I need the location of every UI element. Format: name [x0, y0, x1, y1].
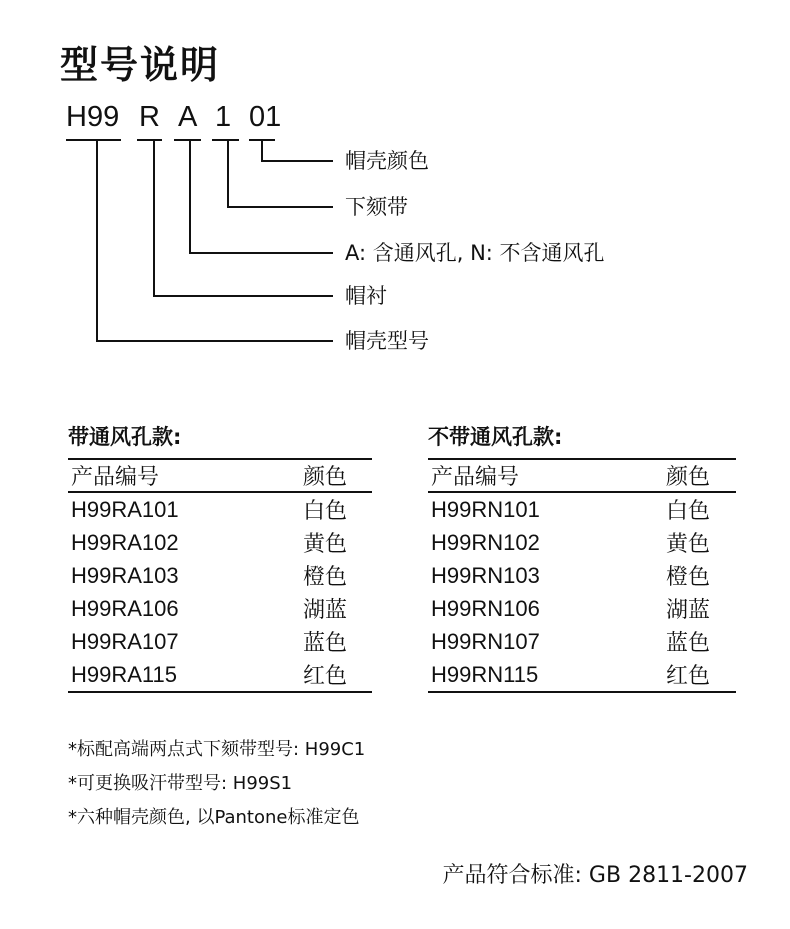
table-row [428, 592, 736, 625]
product-color: 红色 [302, 664, 347, 689]
product-code: H99RA115 [71, 661, 177, 687]
product-code: H99RA107 [71, 628, 179, 654]
product-code: H99RN107 [431, 628, 540, 654]
code-part-chinstrap: 1 [215, 101, 232, 133]
code-part-shell-model: H99 [66, 101, 120, 133]
legend-chinstrap: 下颏带 [345, 195, 408, 219]
table-row [68, 559, 372, 592]
note-sweatband: *可更换吸汗带型号: H99S1 [68, 773, 293, 794]
product-code: H99RN101 [431, 496, 540, 522]
product-color: 黄色 [302, 532, 347, 557]
connector-chinstrap [228, 140, 333, 207]
table-title-non-vented: 不带通风孔款: [428, 425, 563, 449]
standard-compliance: 产品符合标准: GB 2811-2007 [442, 863, 748, 888]
product-code: H99RA106 [71, 595, 179, 621]
connector-shell-model [97, 140, 333, 341]
table-title-vented: 带通风孔款: [68, 425, 182, 449]
legend-vent-option: A: 含通风孔, N: 不含通风孔 [345, 241, 605, 265]
table-row [428, 658, 736, 692]
product-code: H99RN103 [431, 562, 540, 588]
product-color: 橙色 [665, 565, 710, 590]
table-row [68, 592, 372, 625]
table-row [428, 559, 736, 592]
product-color: 红色 [665, 664, 710, 689]
product-color: 蓝色 [302, 631, 347, 656]
code-part-color: 01 [249, 101, 282, 133]
connector-color [262, 140, 333, 161]
product-code: H99RA102 [71, 529, 179, 555]
legend-shell-model: 帽壳型号 [345, 329, 429, 353]
page-title: 型号说明 [60, 43, 221, 87]
product-code: H99RN115 [431, 661, 539, 687]
non-vented-model-table [428, 458, 736, 693]
table-header-row [68, 459, 372, 492]
code-part-vent: A [178, 101, 198, 133]
product-color: 黄色 [665, 532, 710, 557]
product-code: H99RA103 [71, 562, 179, 588]
legend-shell-color: 帽壳颜色 [345, 149, 429, 173]
table-row [68, 658, 372, 692]
product-color: 白色 [302, 499, 347, 524]
table-row [68, 625, 372, 658]
connector-liner [154, 140, 333, 296]
product-code: H99RN106 [431, 595, 540, 621]
table-header-row [428, 459, 736, 492]
table-row [428, 526, 736, 559]
product-color: 橙色 [302, 565, 347, 590]
code-connector-diagram [0, 0, 790, 380]
product-color: 蓝色 [665, 631, 710, 656]
product-code: H99RA101 [71, 496, 179, 522]
table-row [428, 492, 736, 526]
product-code: H99RN102 [431, 529, 540, 555]
code-part-liner: R [139, 101, 160, 133]
header-color: 颜色 [302, 465, 347, 490]
product-color: 湖蓝 [665, 598, 710, 623]
legend-liner: 帽衬 [345, 284, 387, 308]
header-product-code: 产品编号 [71, 465, 160, 490]
table-row [68, 526, 372, 559]
product-color: 白色 [665, 499, 710, 524]
note-colors: *六种帽壳颜色, 以Pantone标准定色 [68, 807, 360, 828]
header-product-code: 产品编号 [431, 465, 520, 490]
header-color: 颜色 [665, 465, 710, 490]
note-chinstrap: *标配高端两点式下颏带型号: H99C1 [68, 739, 366, 760]
product-color: 湖蓝 [302, 598, 347, 623]
table-row [428, 625, 736, 658]
vented-model-table [68, 458, 372, 693]
table-row [68, 492, 372, 526]
